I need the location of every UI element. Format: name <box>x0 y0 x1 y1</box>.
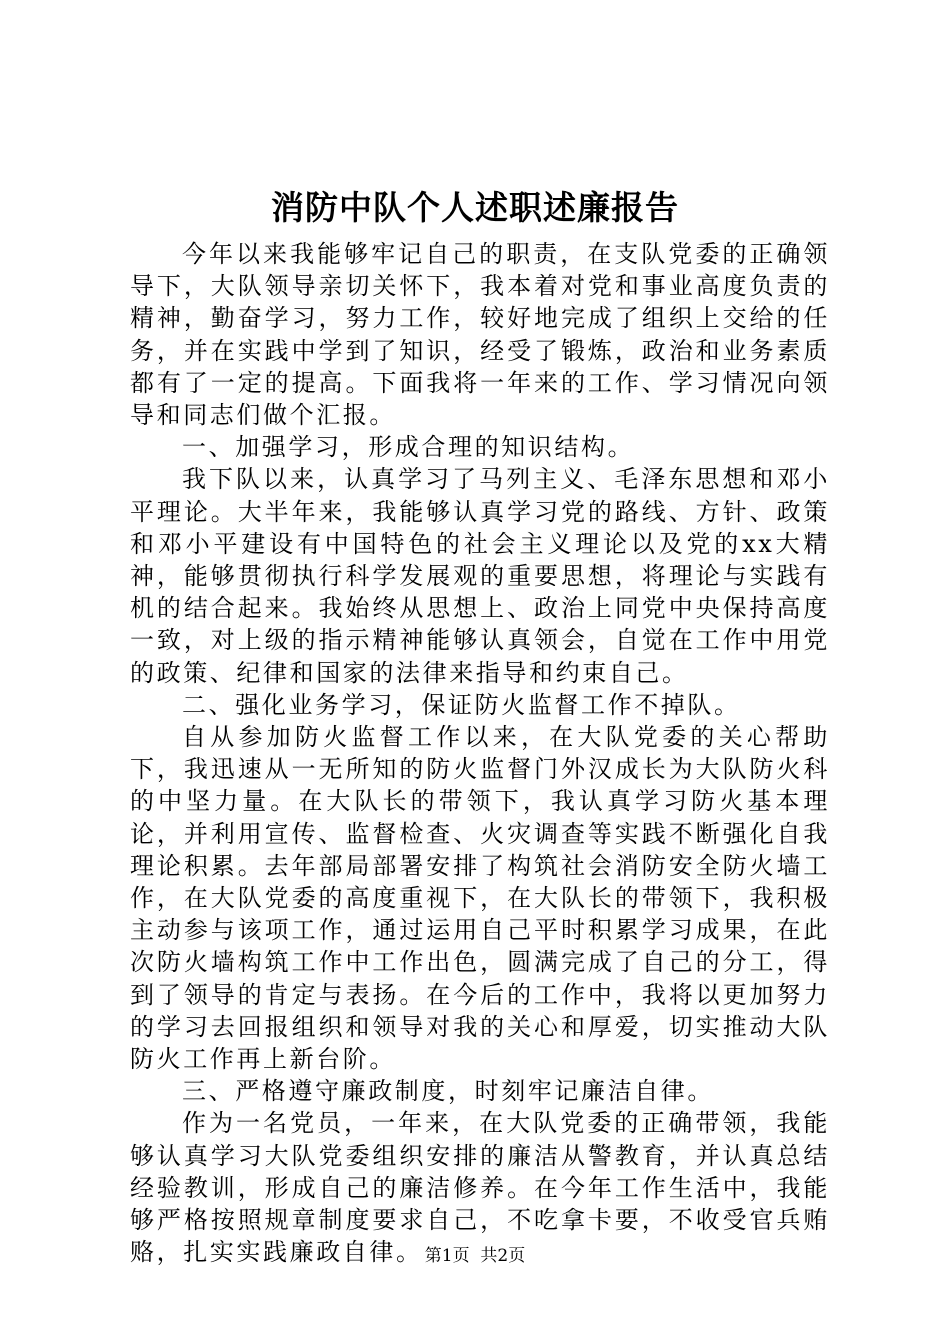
section-heading-3: 三、严格遵守廉政制度，时刻牢记廉洁自律。 <box>182 1077 714 1106</box>
page-footer <box>0 1244 950 1268</box>
paragraph-study: 我下队以来，认真学习了马列主义、毛泽东思想和邓小平理论。大半年来，我能够认真学习党的路线、方针、政策和邓小平建设有中国特色的社会主义理论以及党的xx大精神，能够贯彻执行科学发展观的重要思想，将理论与实践有机的结合起来。我始终从思想上、政治上同党中央保持高度一致，对上级的指示精神能够认真领会，自觉在工作中用党的政策、纪律和国家的法律来指导和约束自己。 <box>130 465 830 687</box>
section-heading-1: 一、加强学习，形成合理的知识结构。 <box>182 433 635 462</box>
paragraph-integrity: 作为一名党员，一年来，在大队党委的正确带领，我能够认真学习大队党委组织安排的廉洁从警教育，并认真总结经验教训，形成自己的廉洁修养。在今年工作生活中，我能够严格按照规章制度要求自己，不吃拿卡要，不收受官兵贿赂，扎实实践廉政自律。 <box>130 1109 830 1267</box>
page-number: 第1页 共2页 <box>424 1246 526 1266</box>
paragraph-fire-supervision: 自从参加防火监督工作以来，在大队党委的关心帮助下，我迅速从一无所知的防火监督门外汉成长为大队防火科的中坚力量。在大队长的带领下，我认真学习防火基本理论，并利用宣传、监督检查、火灾调查等实践不断强化自我理论积累。去年部局部署安排了构筑社会消防安全防火墙工作，在大队党委的高度重视下，在大队长的带领下，我积极主动参与该项工作，通过运用自己平时积累学习成果，在此次防火墙构筑工作中工作出色，圆满完成了自己的分工，得到了领导的肯定与表扬。在今后的工作中，我将以更加努力的学习去回报组织和领导对我的关心和厚爱，切实推动大队防火工作再上新台阶。 <box>130 723 830 1074</box>
section-heading-2: 二、强化业务学习，保证防火监督工作不掉队。 <box>182 690 741 719</box>
paragraph-intro: 今年以来我能够牢记自己的职责，在支队党委的正确领导下，大队领导亲切关怀下，我本着对党和事业高度负责的精神，勤奋学习，努力工作，较好地完成了组织上交给的任务，并在实践中学到了知识，经受了锻炼，政治和业务素质都有了一定的提高。下面我将一年来的工作、学习情况向领导和同志们做个汇报。 <box>130 240 830 430</box>
document-body <box>130 238 830 1269</box>
document-title: 消防中队个人述职述廉报告 <box>271 188 679 227</box>
